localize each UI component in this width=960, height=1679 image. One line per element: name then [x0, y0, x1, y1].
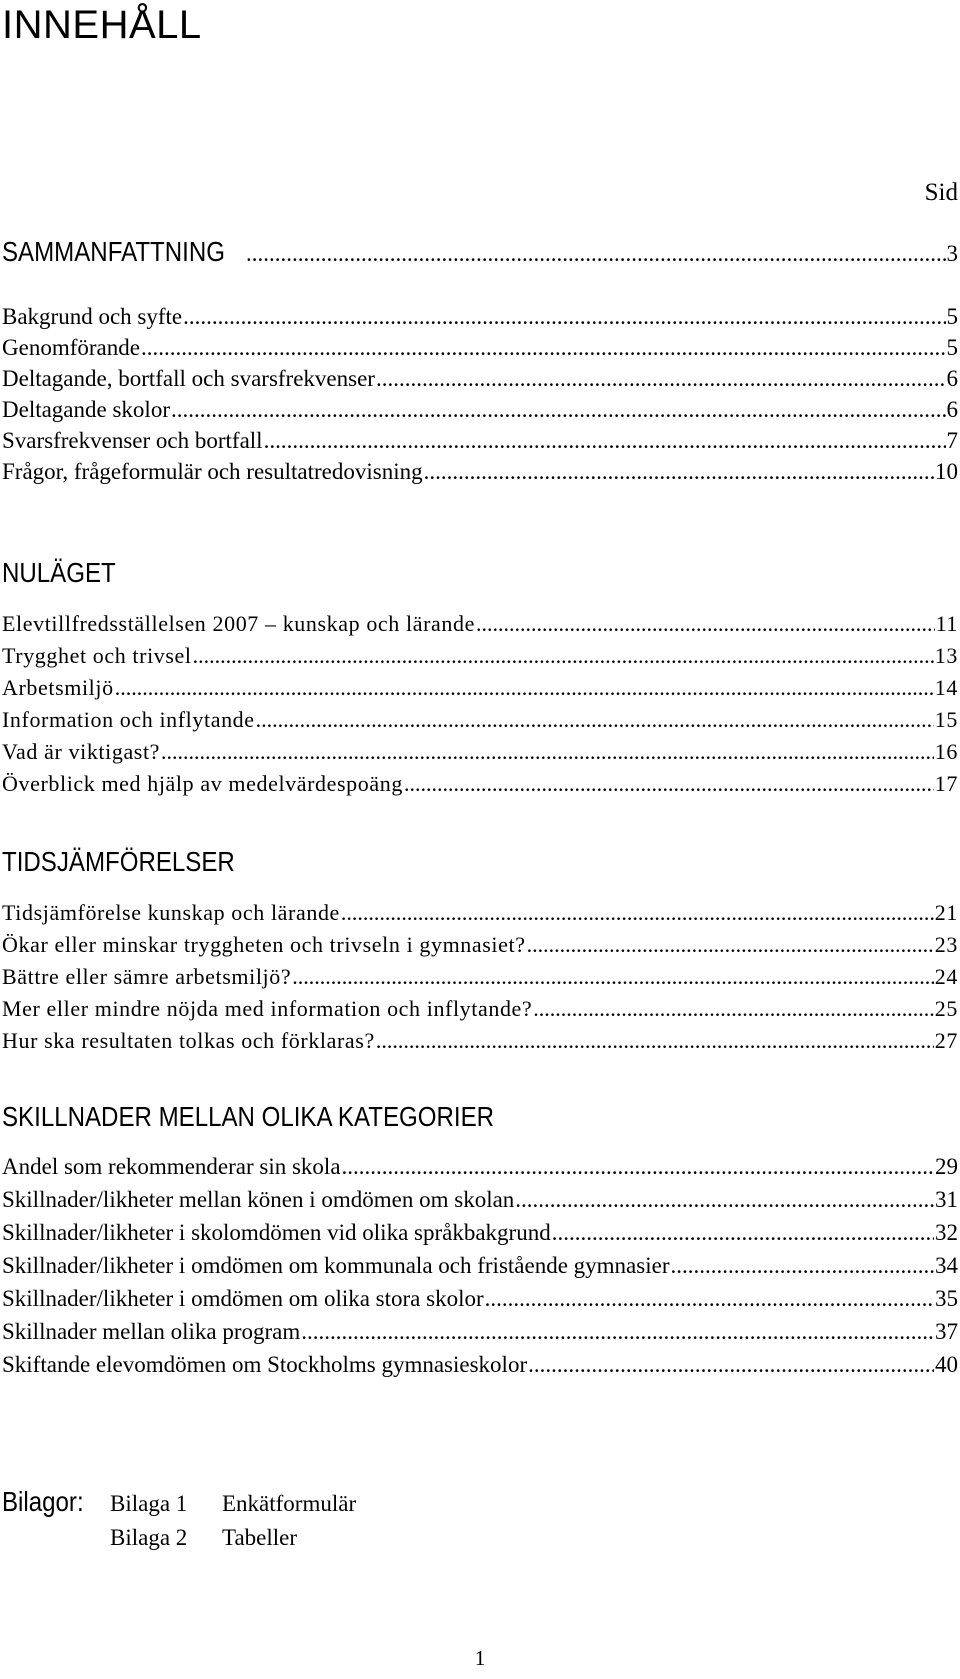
dot-leader	[670, 1253, 934, 1279]
dot-leader	[404, 771, 934, 797]
dot-leader	[376, 1028, 934, 1054]
toc-page-number: 5	[946, 304, 958, 329]
toc-entry[interactable]	[2, 900, 958, 932]
dot-leader	[476, 611, 935, 637]
toc-entry[interactable]	[2, 1187, 958, 1219]
toc-entry-label: Elevtillfredsställelsen 2007 – kunskap och lärande	[2, 611, 475, 636]
toc-page-number: 13	[934, 643, 958, 668]
dot-leader	[171, 397, 946, 423]
toc-page-number: 15	[934, 707, 958, 732]
toc-entry-label: Ökar eller minskar tryggheten och trivseln i gymnasiet?	[2, 932, 526, 957]
toc-entry[interactable]	[2, 964, 958, 996]
toc-page-number: 29	[935, 1154, 958, 1179]
toc-entry[interactable]	[2, 1154, 958, 1186]
appendix-number: Bilaga 2	[110, 1525, 188, 1550]
toc-page-number: 32	[935, 1220, 958, 1245]
toc-section-heading: NULÄGET	[2, 557, 116, 588]
toc-entry[interactable]	[2, 304, 958, 336]
toc-entry-label: Vad är viktigast?	[2, 739, 161, 764]
dot-leader	[424, 459, 934, 485]
toc-entry-label: Arbetsmiljö	[2, 675, 114, 700]
toc-page-number: 27	[934, 1028, 958, 1053]
toc-entry[interactable]	[2, 1286, 958, 1318]
toc-entry[interactable]	[2, 1220, 958, 1252]
toc-page-number: 21	[934, 900, 958, 925]
dot-leader	[161, 739, 934, 765]
dot-leader	[301, 1319, 934, 1345]
toc-section-heading: SAMMANFATTNING	[2, 236, 225, 267]
toc-entry-label: Tidsjämförelse kunskap och lärande	[2, 900, 340, 925]
toc-page-number: 34	[935, 1253, 958, 1278]
dot-leader	[183, 304, 945, 330]
dot-leader	[292, 964, 934, 990]
toc-entry-label: Bakgrund och syfte	[2, 304, 183, 329]
toc-section-heading: TIDSJÄMFÖRELSER	[2, 846, 235, 877]
toc-entry-label: Överblick med hjälp av medelvärdespoäng	[2, 771, 403, 796]
toc-entry-label: Bättre eller sämre arbetsmiljö?	[2, 964, 292, 989]
toc-page-number: 5	[946, 335, 958, 360]
page-number-footer: 1	[474, 1646, 486, 1670]
toc-page-number: 6	[946, 366, 958, 391]
toc-page-number: 37	[935, 1319, 958, 1344]
toc-page-number: 40	[935, 1352, 958, 1377]
toc-page-number: 7	[946, 428, 958, 453]
toc-entry-label: Skillnader/likheter i omdömen om kommunala och fristående gymnasier	[2, 1253, 670, 1278]
toc-entry-label: Hur ska resultaten tolkas och förklaras?	[2, 1028, 375, 1053]
toc-entry[interactable]	[2, 335, 958, 367]
toc-page-number: 25	[934, 996, 958, 1021]
toc-entry-label: Deltagande skolor	[2, 397, 170, 422]
toc-entry-label: Genomförande	[2, 335, 140, 360]
toc-entry[interactable]	[2, 459, 958, 491]
dot-leader	[376, 366, 946, 392]
dot-leader	[193, 643, 934, 669]
toc-entry[interactable]	[2, 611, 958, 643]
toc-entry[interactable]	[2, 1253, 958, 1285]
dot-leader	[552, 1220, 934, 1246]
toc-page-number: 35	[935, 1286, 958, 1311]
toc-entry[interactable]	[2, 1028, 958, 1060]
dot-leader	[246, 241, 946, 267]
appendix-name: Enkätformulär	[222, 1491, 357, 1516]
dot-leader	[341, 900, 934, 926]
appendix-block	[2, 1486, 356, 1559]
toc-page-number: 14	[934, 675, 958, 700]
appendix-item[interactable]	[110, 1525, 356, 1559]
toc-entry[interactable]	[2, 739, 958, 771]
dot-leader	[256, 707, 934, 733]
toc-page-number: 31	[935, 1187, 958, 1212]
toc-entry[interactable]	[2, 771, 958, 803]
toc-entry-label: Frågor, frågeformulär och resultatredovisning	[2, 459, 423, 484]
appendix-list	[110, 1491, 356, 1559]
toc-entry-label: Information och inflytande	[2, 707, 255, 732]
dot-leader	[485, 1286, 934, 1312]
dot-leader	[515, 1187, 934, 1213]
toc-entry-label: Mer eller mindre nöjda med information och inflytande?	[2, 996, 533, 1021]
appendix-label: Bilagor:	[2, 1486, 84, 1517]
page-column-header: Sid	[924, 179, 958, 206]
toc-entry-label: Skillnader mellan olika program	[2, 1319, 301, 1344]
toc-entry[interactable]	[2, 643, 958, 675]
toc-entry[interactable]	[2, 707, 958, 739]
toc-row-summary-heading[interactable]	[2, 236, 958, 276]
dot-leader	[141, 335, 946, 361]
toc-entry-label: Skiftande elevomdömen om Stockholms gymnasieskolor	[2, 1352, 528, 1377]
toc-page-number: 3	[946, 241, 958, 266]
appendix-item[interactable]	[110, 1491, 356, 1525]
appendix-number: Bilaga 1	[110, 1491, 188, 1516]
toc-entry-label: Deltagande, bortfall och svarsfrekvenser	[2, 366, 375, 391]
toc-entry-label: Skillnader/likheter mellan könen i omdömen om skolan	[2, 1187, 515, 1212]
toc-entry[interactable]	[2, 366, 958, 398]
toc-entry[interactable]	[2, 428, 958, 460]
toc-entry-label: Skillnader/likheter i skolomdömen vid olika språkbakgrund	[2, 1220, 551, 1245]
toc-entry-label: Svarsfrekvenser och bortfall	[2, 428, 263, 453]
toc-page-number: 23	[934, 932, 958, 957]
dot-leader	[528, 1352, 934, 1378]
toc-entry-label: Skillnader/likheter i omdömen om olika stora skolor	[2, 1286, 484, 1311]
toc-page-number: 16	[934, 739, 958, 764]
dot-leader	[533, 996, 934, 1022]
toc-page-number: 17	[934, 771, 958, 796]
toc-entry[interactable]	[2, 1319, 958, 1351]
toc-entry[interactable]	[2, 932, 958, 964]
toc-page-number: 10	[935, 459, 958, 484]
toc-page-number: 11	[935, 611, 958, 636]
dot-leader	[264, 428, 946, 454]
toc-page-number: 6	[946, 397, 958, 422]
dot-leader	[342, 1154, 934, 1180]
toc-entry-label: Trygghet och trivsel	[2, 643, 192, 668]
toc-entry[interactable]	[2, 397, 958, 429]
toc-entry-label: Andel som rekommenderar sin skola	[2, 1154, 341, 1179]
toc-entry[interactable]	[2, 675, 958, 707]
dot-leader	[115, 675, 934, 701]
toc-entry[interactable]	[2, 996, 958, 1028]
appendix-name: Tabeller	[222, 1525, 298, 1550]
dot-leader	[527, 932, 934, 958]
toc-section-heading: SKILLNADER MELLAN OLIKA KATEGORIER	[2, 1101, 495, 1132]
page-title: INNEHÅLL	[2, 3, 202, 47]
toc-page-number: 24	[934, 964, 958, 989]
toc-entry[interactable]	[2, 1352, 958, 1384]
